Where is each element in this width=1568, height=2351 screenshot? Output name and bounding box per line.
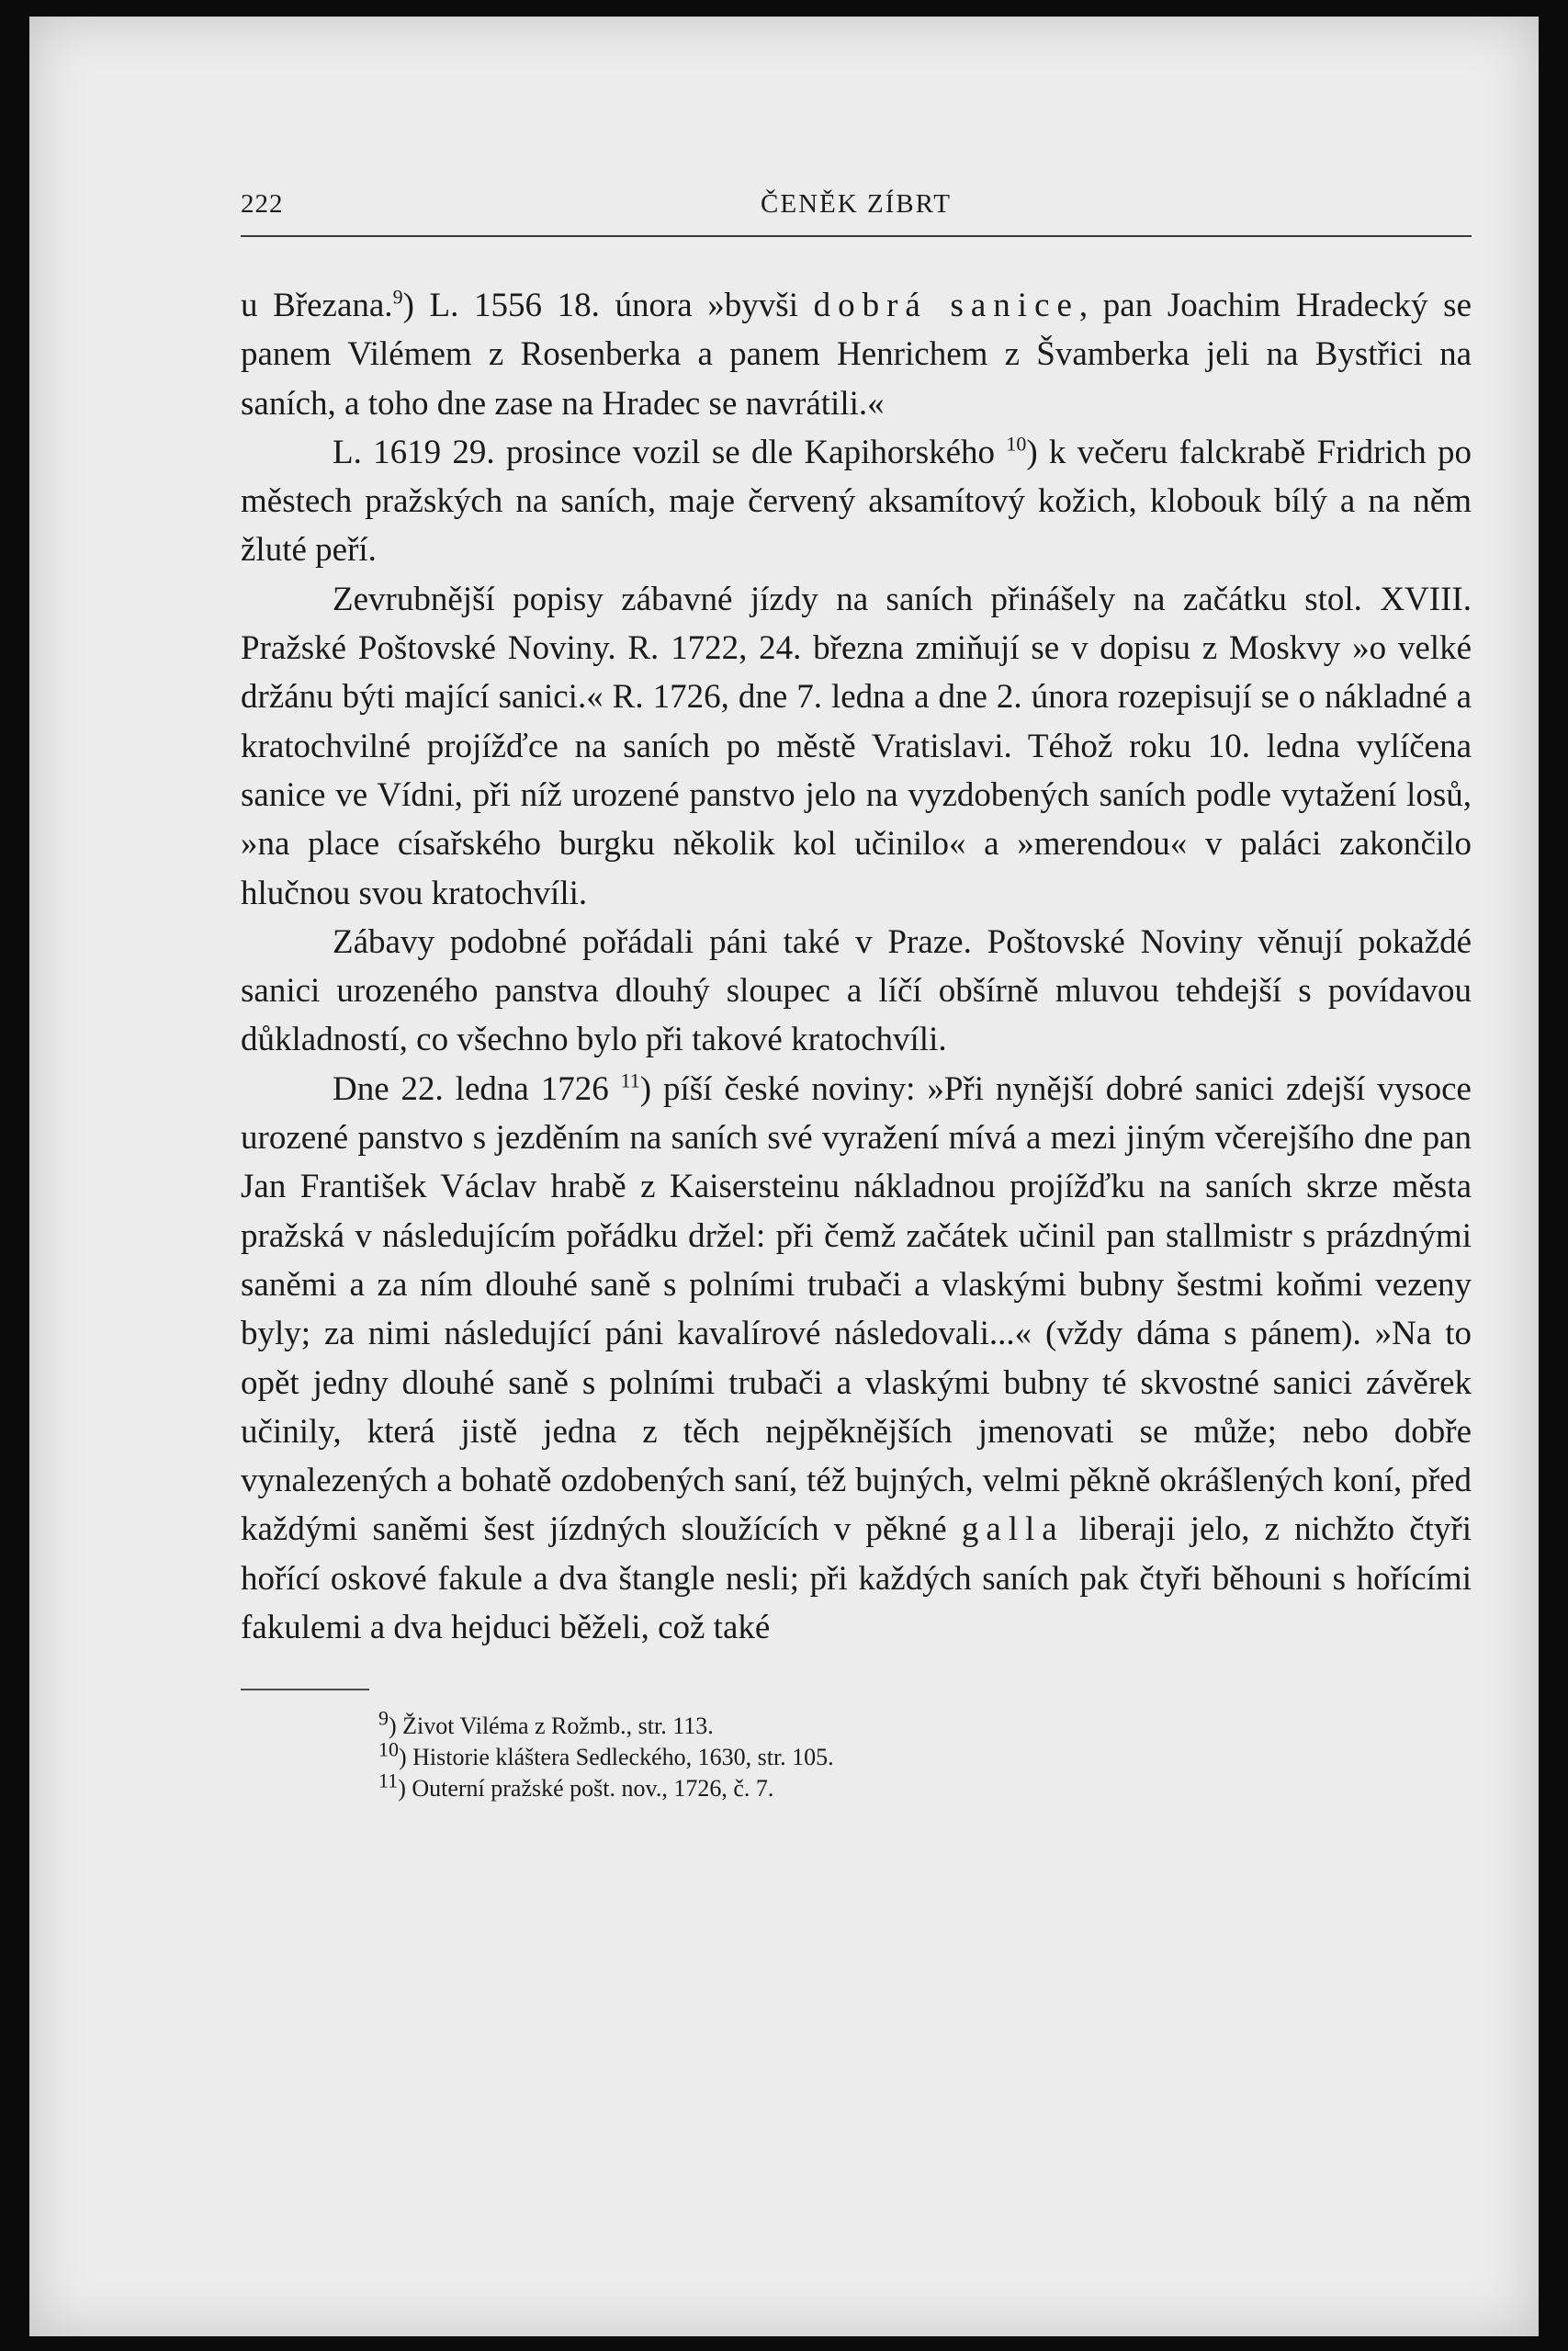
paragraph-text: ) L. 1556 18. února »byvši [402, 287, 814, 324]
paragraph: Zevrubnější popisy zábavné jízdy na saních přinášely na začátku stol. XVIII. Pražské Poštovské Noviny. R. 1722, 24. března zmiňují se v dopisu z Moskvy »o velké držánu býti mající sanici.« R. 1726, dne 7. ledna a dne 2. února rozepisují se o nákladné a kratochvilné projížďce na saních po městě Vratislavi. Téhož roku 10. ledna vylíčena sanice ve Vídni, při níž urozené panstvo jelo na vyzdobených saních podle vytažení losů, »na place císařského burgku několik kol učinilo« a »merendou« v paláci zakončilo hlučnou svou kratochvíli. [241, 580, 1472, 912]
footnote-text: ) Historie kláštera Sedleckého, 1630, str. 105. [399, 1744, 834, 1771]
paragraph-text: ) píší české noviny: »Při nynější dobré sanici zdejší vysoce urozené panstvo s jezděním na saních své vyražení mívá a mezi jiným včerejšího dne pan Jan František Václav hrabě z Kaisersteinu nákladnou projížďku na saních skrze města pražská v následujícím pořádku držel: při čemž začátek učinil pan stallmistr s prázdnými saněmi a za ním dlouhé saně s polními trubači a vlaskými bubny šestmi koňmi vezeny byly; za nimi následující páni kavalírové následovali...« (vždy dáma s pánem). »Na to opět jedny dlouhé saně s polními trubači a vlaskými bubny té skvostné sanici závěrek učinily, která jistě jedna z těch nejpěknějších jmenovati se může; nebo dobře vynalezených a bohatě ozdobených saní, též bujných, velmi pěkně okrášlených koní, před každými saněmi šest jízdných sloužících v pěkné [241, 1069, 1472, 1549]
page-content [241, 182, 1472, 1804]
footnote-marker: 10 [378, 1737, 399, 1761]
footnote-text: ) Život Viléma z Rožmb., str. 113. [389, 1712, 714, 1740]
page-number: 222 [241, 189, 284, 219]
footnote [378, 1706, 1472, 1742]
footnote-ref: 11 [620, 1068, 640, 1092]
footnote-text: ) Outerní pražské pošt. nov., 1726, č. 7. [398, 1775, 774, 1803]
paragraph [241, 428, 1472, 575]
footnote-marker: 9 [378, 1706, 389, 1730]
paragraph-text: L. 1619 29. prosince vozil se dle Kapihorského [333, 433, 1007, 471]
paragraph-text: Dne 22. ledna 1726 [333, 1069, 621, 1108]
paragraph-text: liberaji jelo, z nichžto čtyři hořící oskové fakule a dva štangle nesli; při každých saních pak čtyři běhouni s hořícími fakulemi a dva hejduci běželi, což také [241, 1510, 1472, 1647]
running-head: ČENĚK ZÍBRT [761, 189, 952, 219]
footnote-rule [241, 1689, 369, 1690]
spaced-text: galla [961, 1510, 1065, 1549]
paragraph [241, 1065, 1472, 1653]
page-header [241, 182, 1472, 228]
footnotes [241, 1706, 1472, 1804]
paragraph-text: ) k večeru falckrabě Fridrich po městech pražských na saních, maje červený aksamítový kožich, klobouk bílý a na něm žluté peří. [241, 433, 1472, 570]
paragraph-text: , pan Joachim Hradecký se panem Vilémem z Rosenberka a panem Henrichem z Švamberka jeli na Bystřici na saních, a toho dne zase na Hradec se navrátili.« [241, 287, 1472, 423]
book-page [29, 17, 1539, 2336]
footnote [378, 1769, 1472, 1804]
footnote-ref: 10 [1006, 432, 1027, 456]
paragraph: Zábavy podobné pořádali páni také v Praze. Poštovské Noviny věnují pokaždé sanici urozeného panstva dlouhý sloupec a líčí obšírně mluvou tehdejší s povídavou důkladností, co všechno bylo při takové kratochvíli. [241, 922, 1472, 1059]
footnote-ref: 9 [392, 285, 403, 309]
header-rule [241, 235, 1472, 237]
footnote-marker: 11 [378, 1769, 399, 1792]
body-text [241, 281, 1472, 1652]
footnote [378, 1737, 1472, 1773]
spaced-text: dobrá sanice [813, 287, 1079, 324]
paragraph-text: u Březana. [241, 287, 393, 324]
paragraph [241, 281, 1472, 428]
